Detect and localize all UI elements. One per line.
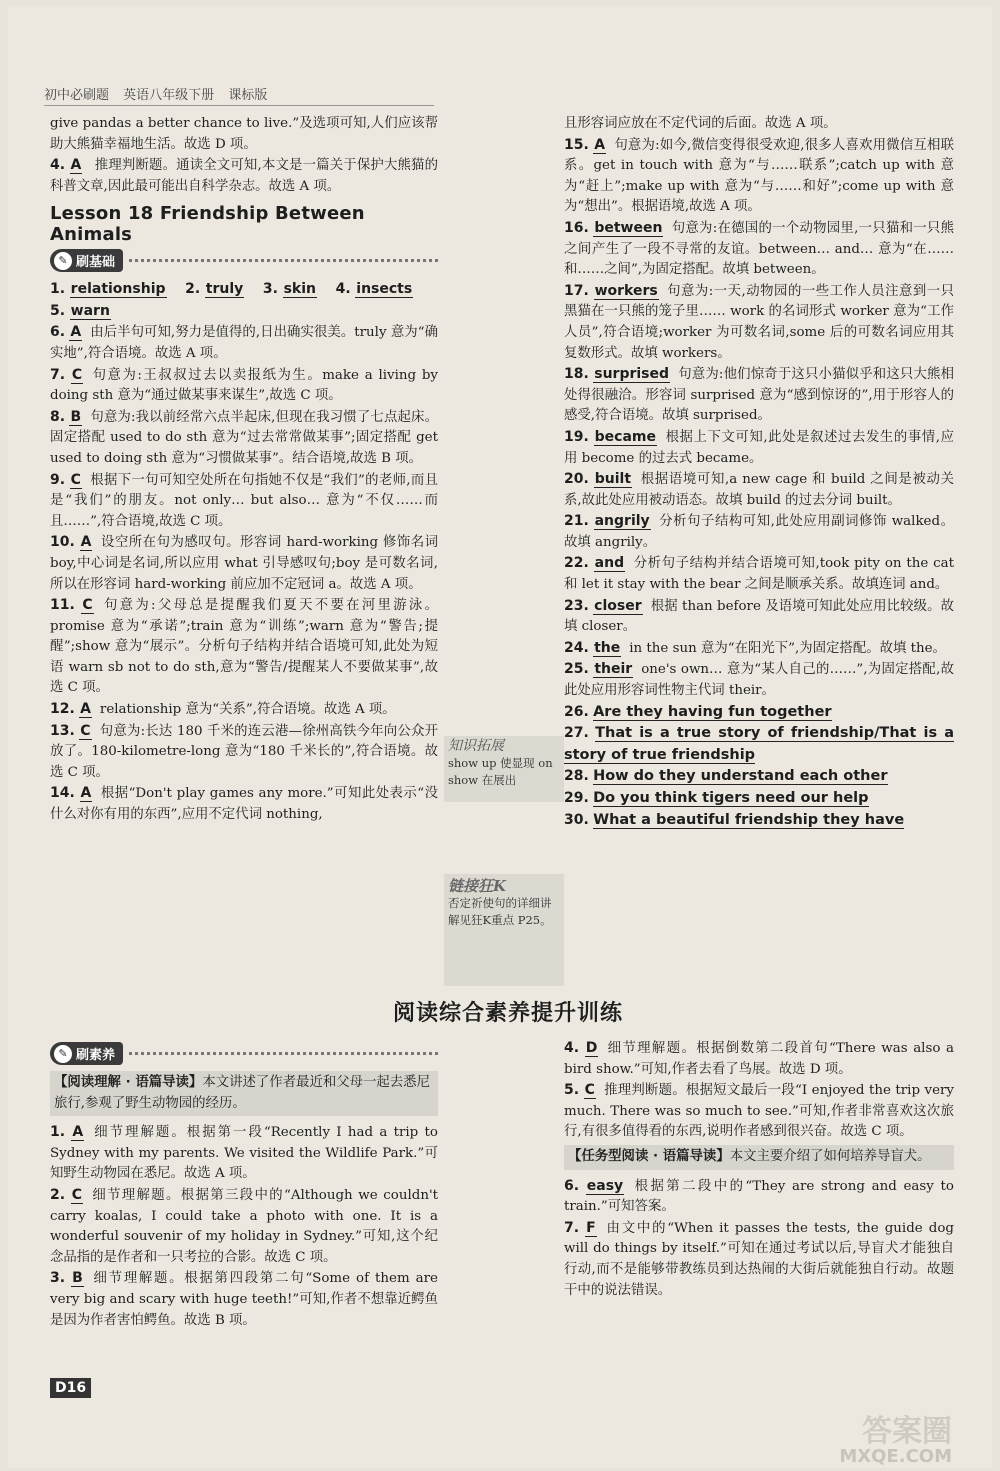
item-number: 21. xyxy=(564,513,589,530)
item-answer: That is a true story of friendship/That is a story of true friendship xyxy=(564,725,954,763)
item-answer: closer xyxy=(594,597,642,614)
item-number: 13. xyxy=(50,722,75,739)
item-answer: D xyxy=(585,1040,598,1056)
item-number: 20. xyxy=(564,471,589,488)
answer-item xyxy=(564,114,954,135)
item-explanation: 设空所在句为感叹句。形容词 hard-working 修饰名词 boy,中心词是名词,所以应用 what 引导感叹句;boy 是可数名词,所以在形容词 hard-working 前应加不定冠词 a。故选 A 项。 xyxy=(50,535,438,592)
item-answer: C xyxy=(71,1186,82,1203)
item-explanation: 分析句子结构并结合语境可知,took pity on the cat 和 let it stay with the bear 之间是顺承关系。故填连词 and。 xyxy=(564,556,954,593)
answer-item xyxy=(50,365,438,407)
answer-item: give pandas a better chance to live.”及选项可知,人们应该帮助大熊猫幸福地生活。故选 D 项。 xyxy=(50,116,438,152)
item-number: 8. xyxy=(50,408,66,425)
item-number: 6. xyxy=(564,1177,580,1194)
item-explanation: 根据第二段中的“They are strong and easy to train.”可知答案。 xyxy=(564,1178,954,1215)
item-answer: B xyxy=(72,1270,83,1287)
item-explanation: 句意为:在德国的一个动物园里,一只猫和一只熊之间产生了一段不寻常的友谊。between… and… 意为“在……和……之间”,为固定搭配。故填 between。 xyxy=(564,220,954,278)
item-explanation: 由后半句可知,努力是值得的,日出确实很美。truly 意为“确实地”,符合语境。故选 A 项。 xyxy=(50,325,438,361)
watermark-url: MXQE.COM xyxy=(839,1446,952,1467)
item-number: 3. xyxy=(50,1270,66,1287)
item-explanation: relationship 意为“关系”,符合语境。故选 A 项。 xyxy=(99,702,396,718)
task-intro: 【任务型阅读 · 语篇导读】本文主要介绍了如何培养导盲犬。 xyxy=(564,1145,954,1170)
item-explanation: 根据 than before 及语境可知此处应用比较级。故填 closer。 xyxy=(564,598,954,635)
item-number: 17. xyxy=(564,282,589,299)
item-number: 27. xyxy=(564,725,589,742)
answer-item xyxy=(564,659,954,701)
item-explanation: 句意为:长达 180 千米的连云港—徐州高铁今年向公众开放了。180-kilometre-long 意为“180 千米长的”,符合语境。故选 C 项。 xyxy=(50,723,438,780)
lesson-title: Lesson 18 Friendship Between Animals xyxy=(50,203,365,246)
answer-item xyxy=(564,1038,954,1080)
sentence-answer xyxy=(564,788,954,810)
item-explanation: one's own… 意为“某人自己的……”,为固定搭配,故此处应用形容词性物主代词 their。 xyxy=(564,662,954,699)
item-answer: A xyxy=(72,1124,84,1141)
answer-item xyxy=(564,1176,954,1218)
watermark: 答案圈 xyxy=(862,1414,952,1449)
item-explanation: 分析句子结构可知,此处应用副词修饰 walked。故填 angrily。 xyxy=(564,514,954,550)
item-number: 4. xyxy=(564,1040,580,1056)
sentence-answer xyxy=(564,702,954,724)
section-tag-literacy: ✎ 刷素养 xyxy=(50,1042,438,1065)
item-answer: the xyxy=(594,639,621,656)
reading-intro: 【阅读理解 · 语篇导读】本文讲述了作者最近和父母一起去悉尼旅行,参观了野生动物园的经历。 xyxy=(50,1071,438,1116)
sentence-answer xyxy=(564,766,954,788)
column-left-top xyxy=(50,114,438,826)
item-number: 29. xyxy=(564,790,589,806)
item-answer: How do they understand each other xyxy=(593,768,888,785)
item-number: 5. xyxy=(564,1082,580,1099)
item-number: 25. xyxy=(564,661,589,678)
item-number: 6. xyxy=(50,324,66,341)
item-answer: B xyxy=(70,408,82,425)
answer-item xyxy=(564,427,954,469)
answer-list xyxy=(50,322,438,825)
fill-answers-row: 1. relationship 2. truly 3. skin 4. insects xyxy=(50,281,413,298)
item-explanation: 根据“Don't play games any more.”可知此处表示“没什么对你有用的东西”,应用不定代词 nothing, xyxy=(50,786,438,823)
item-number: 16. xyxy=(564,219,589,236)
item-number: 7. xyxy=(50,366,66,383)
answer-item xyxy=(50,721,438,784)
item-explanation: 细节理解题。根据第三段中的“Although we couldn't carry koalas, I could take a photo with one. It is a wonderful souvenir of my holiday in Sydney.”可知,这个纪念品指的是作者和一只考拉的合影。故选 C 项。 xyxy=(50,1187,439,1265)
item-answer: their xyxy=(594,661,633,678)
item-answer: C xyxy=(584,1082,595,1099)
item-answer: Do you think tigers need our help xyxy=(593,790,869,806)
answer-item xyxy=(564,596,954,638)
item-answer: between xyxy=(594,219,663,236)
answer-item xyxy=(50,1185,438,1268)
item-answer: C xyxy=(80,722,91,739)
item-answer: workers xyxy=(594,282,658,299)
page-header xyxy=(44,84,434,106)
item-explanation: 句意为:他们惊奇于这只小猫似乎和这只大熊相处得很融洽。形容词 surprised 意为“感到惊讶的”,用于形容人的感受,符合语境。故填 surprised。 xyxy=(564,367,954,424)
column-left-bottom xyxy=(50,1038,438,1331)
item-answer: A xyxy=(80,785,92,802)
item-explanation: 且形容词应放在不定代词的后面。故选 A 项。 xyxy=(564,116,837,131)
answer-list xyxy=(564,1038,954,1143)
item-number: 28. xyxy=(564,768,589,785)
item-answer: C xyxy=(71,366,83,383)
dotted-divider xyxy=(129,259,438,262)
item-answer: C xyxy=(82,597,93,614)
item-explanation: 根据下一句可知空处所在句指她不仅是“我们”的老师,而且是“我们”的朋友。not only… but also… 意为“不仅……而且……”,符合语境,故选 C 项。 xyxy=(50,472,438,529)
answer-item xyxy=(564,135,954,218)
answer-item xyxy=(50,532,438,595)
item-explanation: 句意为:父母总是提醒我们夏天不要在河里游泳。promise 意为“承诺”;train 意为“训练”;warn 意为“警告;提醒”;show 意为“展示”。分析句子结构并结合语境可知,此处为短语 warn sb not to do sth,意为“警告/提醒某人不要做某事”,故选 C 项。 xyxy=(50,598,438,696)
column-right-top xyxy=(564,114,954,831)
answer-item xyxy=(50,470,438,533)
sentence-answer xyxy=(564,723,954,766)
section-tag-basic: ✎ 刷基础 xyxy=(50,249,438,272)
answer-item xyxy=(50,1122,438,1185)
item-explanation: 推理判断题。根据短文最后一段“I enjoyed the trip very much. There was so much to see.”可知,作者非常喜欢这次旅行,有很多值得看的东西,说明作者感到很兴奋。故选 C 项。 xyxy=(564,1083,954,1140)
item-answer: built xyxy=(594,471,632,488)
item-number: 1. xyxy=(50,1124,66,1141)
sentence-answer xyxy=(564,810,954,832)
answer-item xyxy=(50,699,438,721)
answer-item xyxy=(50,783,438,825)
item-number: 12. xyxy=(50,701,75,718)
item-answer: F xyxy=(586,1219,596,1236)
item-explanation: 根据语境可知,a new cage 和 build 之间是被动关系,故此处应用被动语态。故填 build 的过去分词 built。 xyxy=(564,472,954,508)
answer-list xyxy=(564,1176,954,1302)
answer-item xyxy=(564,364,954,427)
answer-item xyxy=(50,595,438,699)
item-answer: A xyxy=(80,701,91,718)
pencil-icon: ✎ xyxy=(54,252,72,270)
item-answer: C xyxy=(70,471,81,488)
item-number: 24. xyxy=(564,639,589,656)
answer-item xyxy=(564,218,954,281)
item-number: 23. xyxy=(564,597,589,614)
item-number: 2. xyxy=(50,1186,66,1203)
item-explanation: 句意为:一天,动物园的一些工作人员注意到一只黑猫在一只熊的笼子里…… work 的名词形式 worker 意为“工作人员”,符合语境;worker 为可数名词,some 后的可数名词应用其复数形式。故填 workers。 xyxy=(564,283,954,361)
fill-answers-row: 5. warn xyxy=(50,303,110,320)
item-answer: and xyxy=(594,555,625,572)
answer-item xyxy=(564,1080,954,1143)
item-explanation: 细节理解题。根据第一段“Recently I had a trip to Sydney with my parents. We visited the Wildlife Park.”可知野生动物园在悉尼。故选 A 项。 xyxy=(50,1125,438,1182)
item-answer: became xyxy=(594,428,657,445)
answer-item xyxy=(564,281,954,364)
answer-item xyxy=(50,407,438,470)
answer-item: 4. A 推理判断题。通读全文可知,本文是一篇关于保护大熊猫的科普文章,因此最可能出自科学杂志。故选 A 项。 xyxy=(50,157,438,194)
item-number: 18. xyxy=(564,366,589,383)
item-answer: Are they having fun together xyxy=(593,703,832,720)
item-answer: A xyxy=(80,534,92,551)
item-number: 7. xyxy=(564,1219,580,1236)
answer-item xyxy=(564,511,954,553)
answer-item xyxy=(564,553,954,595)
item-number: 9. xyxy=(50,471,66,488)
item-answer: angrily xyxy=(594,513,650,530)
item-answer: A xyxy=(594,136,606,153)
answer-item xyxy=(564,469,954,511)
item-number: 22. xyxy=(564,555,589,572)
item-explanation: 句意为:如今,微信变得很受欢迎,很多人喜欢用微信互相联系。get in touch with 意为“与……联系”;catch up with 意为“赶上”;make up with 意为“与……和好”;come up with 意为“想出”。根据语境,故选 A 项。 xyxy=(564,137,954,215)
item-answer: easy xyxy=(586,1177,624,1194)
section-title: 阅读综合素养提升训练 xyxy=(392,1001,623,1026)
item-number: 11. xyxy=(50,597,75,614)
column-right-bottom xyxy=(564,1038,954,1301)
pencil-icon: ✎ xyxy=(54,1045,72,1063)
header-edition: 课标版 xyxy=(228,88,268,103)
item-explanation: 细节理解题。根据第四段第二句“Some of them are very big and scary with huge teeth!”可知,作者不想靠近鳄鱼是因为作者害怕鳄鱼。故选 B 项。 xyxy=(50,1271,438,1328)
answer-list xyxy=(564,114,954,702)
page xyxy=(8,6,992,1468)
item-number: 19. xyxy=(564,428,589,445)
item-answer: A xyxy=(70,324,82,341)
item-explanation: 根据上下文可知,此处是叙述过去发生的事情,应用 become 的过去式 became。 xyxy=(564,429,954,466)
item-explanation: 句意为:我以前经常六点半起床,但现在我习惯了七点起床。固定搭配 used to do sth 意为“过去常常做某事”;固定搭配 get used to doing sth 意为“习惯做某事”。结合语境,故选 B 项。 xyxy=(50,409,438,466)
dotted-divider xyxy=(129,1052,438,1055)
item-number: 10. xyxy=(50,534,75,551)
answer-item xyxy=(50,1268,438,1331)
page-number: D16 xyxy=(50,1378,91,1398)
item-number: 30. xyxy=(564,811,589,828)
item-answer: What a beautiful friendship they have xyxy=(593,811,905,828)
answer-list xyxy=(50,1122,438,1331)
answer-item xyxy=(50,322,438,364)
sentence-answer-list xyxy=(564,702,954,832)
item-explanation: 细节理解题。根据倒数第二段首句“There was also a bird show.”可知,作者去看了鸟展。故选 D 项。 xyxy=(564,1041,954,1077)
item-explanation: in the sun 意为“在阳光下”,为固定搭配。故填 the。 xyxy=(629,640,946,656)
item-answer: surprised xyxy=(594,366,670,383)
item-explanation: 由文中的“When it passes the tests, the guide dog will do things by itself.”可知在通过考试以后,导盲犬才能独自行动,而不是能够带教练员到达热闹的大街后就能独自行动。故题干中的说法错误。 xyxy=(564,1220,954,1298)
item-number: 14. xyxy=(50,785,75,802)
item-explanation: 句意为:王叔叔过去以卖报纸为生。make a living by doing sth 意为“通过做某事来谋生”,故选 C 项。 xyxy=(50,367,438,404)
knowledge-extension-box: 知识拓展 show up 使显现 on show 在展出 xyxy=(444,736,564,802)
header-series: 初中必刷题 xyxy=(44,88,110,103)
header-book: 英语八年级下册 xyxy=(123,88,215,103)
item-number: 26. xyxy=(564,703,589,720)
link-box: 链接狂K 否定祈使句的详细讲解见狂K重点 P25。 xyxy=(444,874,564,986)
item-number: 15. xyxy=(564,136,589,153)
answer-item xyxy=(564,638,954,660)
answer-item xyxy=(564,1218,954,1301)
